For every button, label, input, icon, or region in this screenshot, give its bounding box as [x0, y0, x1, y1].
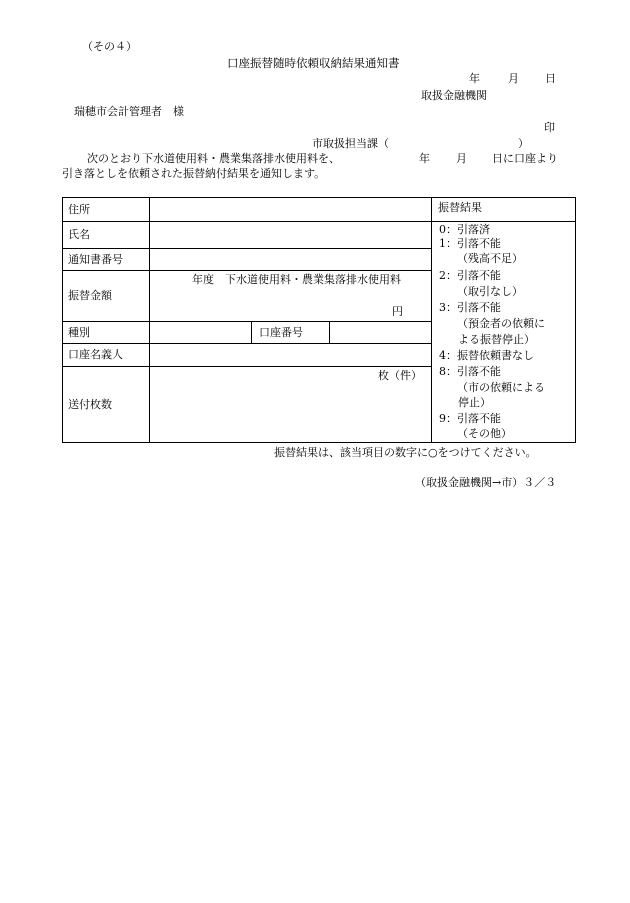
label-account-number: 口座番号 [259, 326, 303, 339]
result-header: 振替結果 [438, 201, 482, 214]
result-instruction-note: 振替結果は、該当項目の数字に○をつけてください。 [274, 446, 537, 459]
row-divider-name [62, 248, 432, 249]
result-code-2-note: （取引なし） [457, 285, 523, 298]
label-notice-number: 通知書番号 [68, 253, 123, 266]
intro-line-1-rest: 日に口座より [492, 152, 558, 165]
table-border-bottom [62, 442, 576, 443]
date-month: 月 [508, 72, 519, 85]
result-code-3: 3：引落不能 [439, 301, 501, 314]
row-divider-type [62, 343, 432, 344]
result-code-9: 9：引落不能 [439, 412, 501, 425]
intro-line-2: 引き落としを依頼された振替納付結果を通知します。 [62, 167, 326, 180]
row-divider-holder [62, 366, 432, 367]
label-name: 氏名 [68, 228, 90, 241]
section-label: （その４） [82, 40, 137, 53]
amount-unit: 円 [392, 305, 403, 318]
result-code-8-note-1: （市の依頼による [457, 381, 545, 394]
table-border-left [62, 197, 63, 443]
date-day: 日 [545, 72, 556, 85]
label-account-holder: 口座名義人 [68, 348, 123, 361]
result-code-4: 4：振替依頼書なし [439, 349, 534, 362]
department-label: 市取扱担当課（ [312, 137, 389, 150]
intro-line-1-month: 月 [456, 152, 467, 165]
table-border-right [575, 197, 576, 443]
type-cell-divider [251, 321, 252, 344]
account-number-cell-divider [329, 321, 330, 344]
result-code-9-note: （その他） [457, 427, 512, 440]
document-title: 口座振替随時依頼収納結果通知書 [227, 56, 400, 70]
label-sheet-count: 送付枚数 [68, 398, 112, 411]
result-code-1-note: （残高不足） [457, 252, 523, 265]
row-divider-notice [62, 270, 432, 271]
label-address: 住所 [68, 203, 90, 216]
seal-mark: 印 [544, 121, 555, 134]
result-code-8: 8：引落不能 [439, 365, 501, 378]
amount-description: 年度 下水道使用料・農業集落排水使用料 [192, 273, 401, 286]
result-code-1: 1：引落不能 [439, 237, 501, 250]
page-info: （取扱金融機関→市）３／３ [415, 476, 557, 489]
result-code-3-note-2: よる振替停止） [458, 333, 535, 346]
label-transfer-amount: 振替金額 [68, 289, 112, 302]
result-header-divider [431, 221, 576, 222]
result-code-2: 2：引落不能 [439, 269, 501, 282]
date-year: 年 [469, 72, 480, 85]
result-code-8-note-2: 停止） [458, 396, 491, 409]
table-border-top [62, 197, 576, 198]
label-column-divider [149, 197, 150, 443]
recipient: 瑞穂市会計管理者 様 [74, 105, 184, 118]
result-code-3-note-1: （預金者の依頼に [457, 317, 545, 330]
intro-line-1-part1: 次のとおり下水道使用料・農業集落排水使用料を、 [87, 152, 340, 165]
row-divider-address [62, 221, 432, 222]
label-type: 種別 [68, 326, 90, 339]
row-divider-amount [62, 321, 432, 322]
intro-line-1-year: 年 [419, 152, 430, 165]
result-code-0: 0：引落済 [439, 223, 490, 236]
sender-label: 取扱金融機関 [421, 89, 487, 102]
result-column-divider [431, 197, 432, 443]
notice-form-table [62, 197, 576, 443]
count-unit: 枚（件） [378, 369, 422, 382]
department-close: ） [518, 137, 529, 150]
